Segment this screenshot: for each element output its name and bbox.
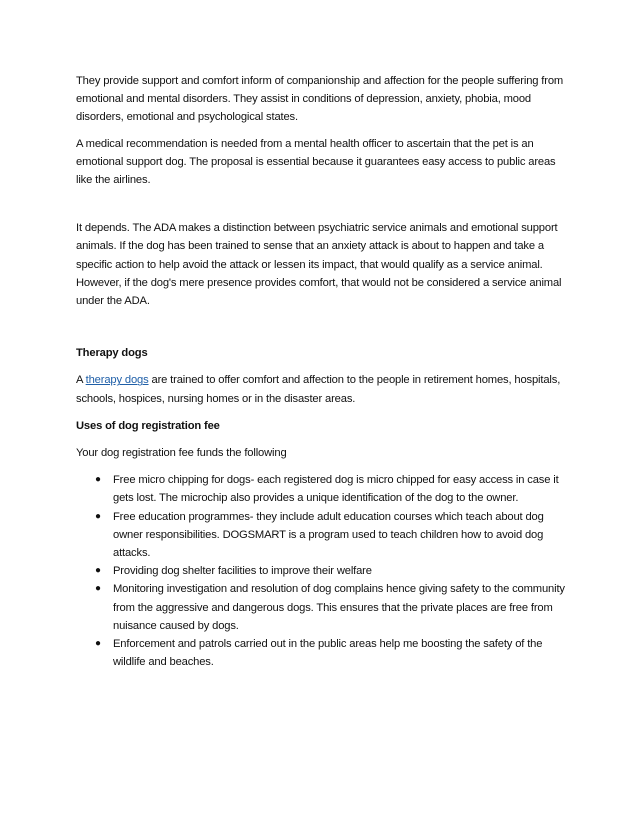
list-item-text: Free education programmes- they include adult education courses which teach about dog owner responsibilities. DOGSMART is a program used to teach children how to avoid dog attacks. — [113, 510, 544, 560]
list-item — [76, 471, 568, 507]
list-item — [76, 508, 568, 563]
bullet-icon: ● — [95, 510, 101, 522]
list-item-text: Providing dog shelter facilities to improve their welfare — [113, 565, 372, 578]
paragraph-fee-intro: Your dog registration fee funds the following — [76, 447, 287, 460]
list-item-text: Enforcement and patrols carried out in the public areas help me boosting the safety of the wildlife and beaches. — [113, 638, 543, 669]
paragraph-support-comfort: They provide support and comfort inform of companionship and affection for the people suffering from emotional and mental disorders. They assist in conditions of depression, anxiety, phobia, mood disorders, emotional and psychological states. — [76, 75, 564, 124]
therapy-suffix: are trained to offer comfort and affection to the people in retirement homes, hospitals, schools, hospices, nursing homes or in the disaster areas. — [76, 374, 561, 405]
bullet-icon: ● — [95, 638, 101, 650]
fee-uses-list — [76, 471, 568, 671]
paragraph-medical-recommendation: A medical recommendation is needed from a mental health officer to ascertain that the pet is an emotional support dog. The proposal is essential because it guarantees easy access to public areas like the airlines. — [76, 137, 556, 187]
therapy-prefix: A — [76, 374, 86, 387]
bullet-icon: ● — [95, 583, 101, 595]
list-item — [76, 580, 568, 635]
list-item-text: Monitoring investigation and resolution of dog complains hence giving safety to the community from the aggressive and dangerous dogs. This ensures that the private places are free from nuisance caused by dogs. — [113, 583, 565, 632]
bullet-icon: ● — [95, 565, 101, 577]
therapy-dogs-link[interactable]: therapy dogs — [85, 374, 149, 387]
document-page — [76, 72, 568, 671]
bullet-icon: ● — [95, 474, 101, 486]
paragraph-therapy-dogs — [76, 371, 568, 407]
paragraph-ada-distinction: It depends. The ADA makes a distinction between psychiatric service animals and emotional support animals. If the dog has been trained to sense that an anxiety attack is about to happen and take a specific action to help avoid the attack or lessen its impact, that would qualify as a service animal. However, if the dog's mere presence provides comfort, that would not be considered a service animal under the ADA. — [76, 222, 562, 308]
heading-registration-fee: Uses of dog registration fee — [76, 419, 220, 432]
heading-therapy-dogs: Therapy dogs — [76, 347, 148, 360]
list-item — [76, 562, 568, 580]
list-item-text: Free micro chipping for dogs- each registered dog is micro chipped for easy access in case it gets lost. The microchip also provides a unique identification of the dog to the owner. — [113, 474, 559, 505]
list-item — [76, 635, 568, 671]
